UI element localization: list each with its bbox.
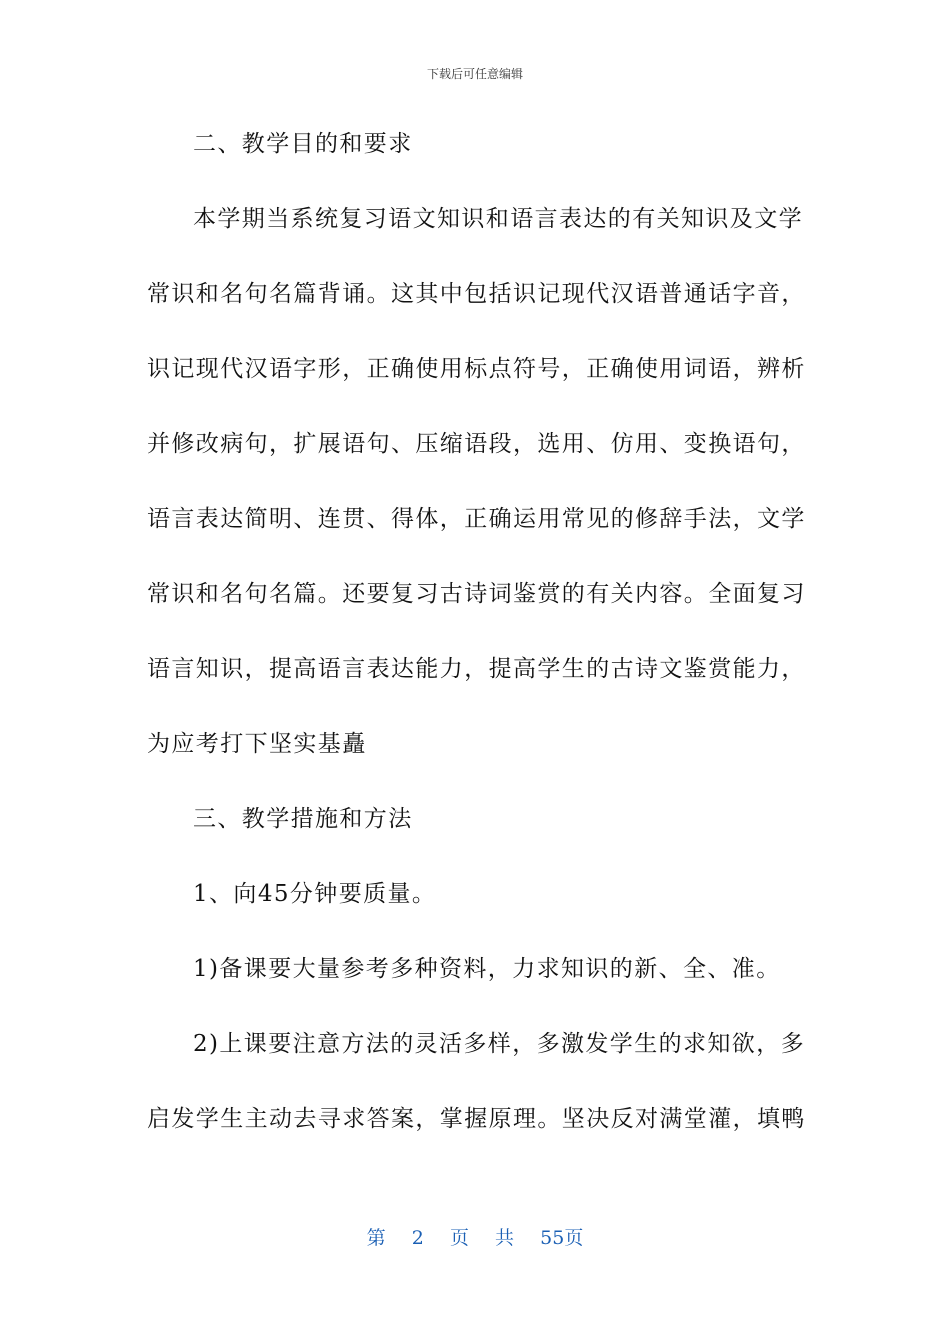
- paragraph-line: 启发学生主动去寻求答案，掌握原理。坚决反对满堂灌，填鸭: [147, 1106, 806, 1132]
- paragraph-line: 并修改病句，扩展语句、压缩语段，选用、仿用、变换语句，: [147, 431, 806, 457]
- footer-total-pages: 55页: [540, 1227, 584, 1249]
- document-body: [147, 120, 806, 1170]
- list-item: 2)上课要注意方法的灵活多样，多激发学生的求知欲，多: [193, 1031, 806, 1057]
- paragraph-line: 识记现代汉语字形，正确使用标点符号，正确使用词语，辨析: [147, 356, 806, 382]
- list-item: 1、向45分钟要质量。: [193, 881, 437, 907]
- paragraph-line: 语言表达简明、连贯、得体，正确运用常见的修辞手法，文学: [147, 506, 806, 532]
- paragraph-line: 本学期当系统复习语文知识和语言表达的有关知识及文学: [193, 206, 803, 232]
- list-item: 1)备课要大量参考多种资料，力求知识的新、全、准。: [193, 956, 781, 982]
- paragraph-line: 常识和名句名篇。还要复习古诗词鉴赏的有关内容。全面复习: [147, 581, 806, 607]
- page-footer: [0, 1224, 950, 1252]
- section-heading: 三、教学措施和方法: [193, 806, 413, 832]
- footer-label-ye: 页: [449, 1227, 469, 1249]
- paragraph-line: 语言知识，提高语言表达能力，提高学生的古诗文鉴赏能力，: [147, 656, 806, 682]
- page-header: 下载后可任意编辑: [426, 67, 523, 81]
- footer-current-page: 2: [411, 1227, 424, 1249]
- paragraph-line: 常识和名句名篇背诵。这其中包括识记现代汉语普通话字音，: [147, 281, 806, 307]
- section-heading: 二、教学目的和要求: [193, 131, 413, 157]
- footer-label-gong: 共: [495, 1227, 515, 1249]
- paragraph-line: 为应考打下坚实基矗: [147, 731, 367, 757]
- footer-label-di: 第: [366, 1227, 386, 1249]
